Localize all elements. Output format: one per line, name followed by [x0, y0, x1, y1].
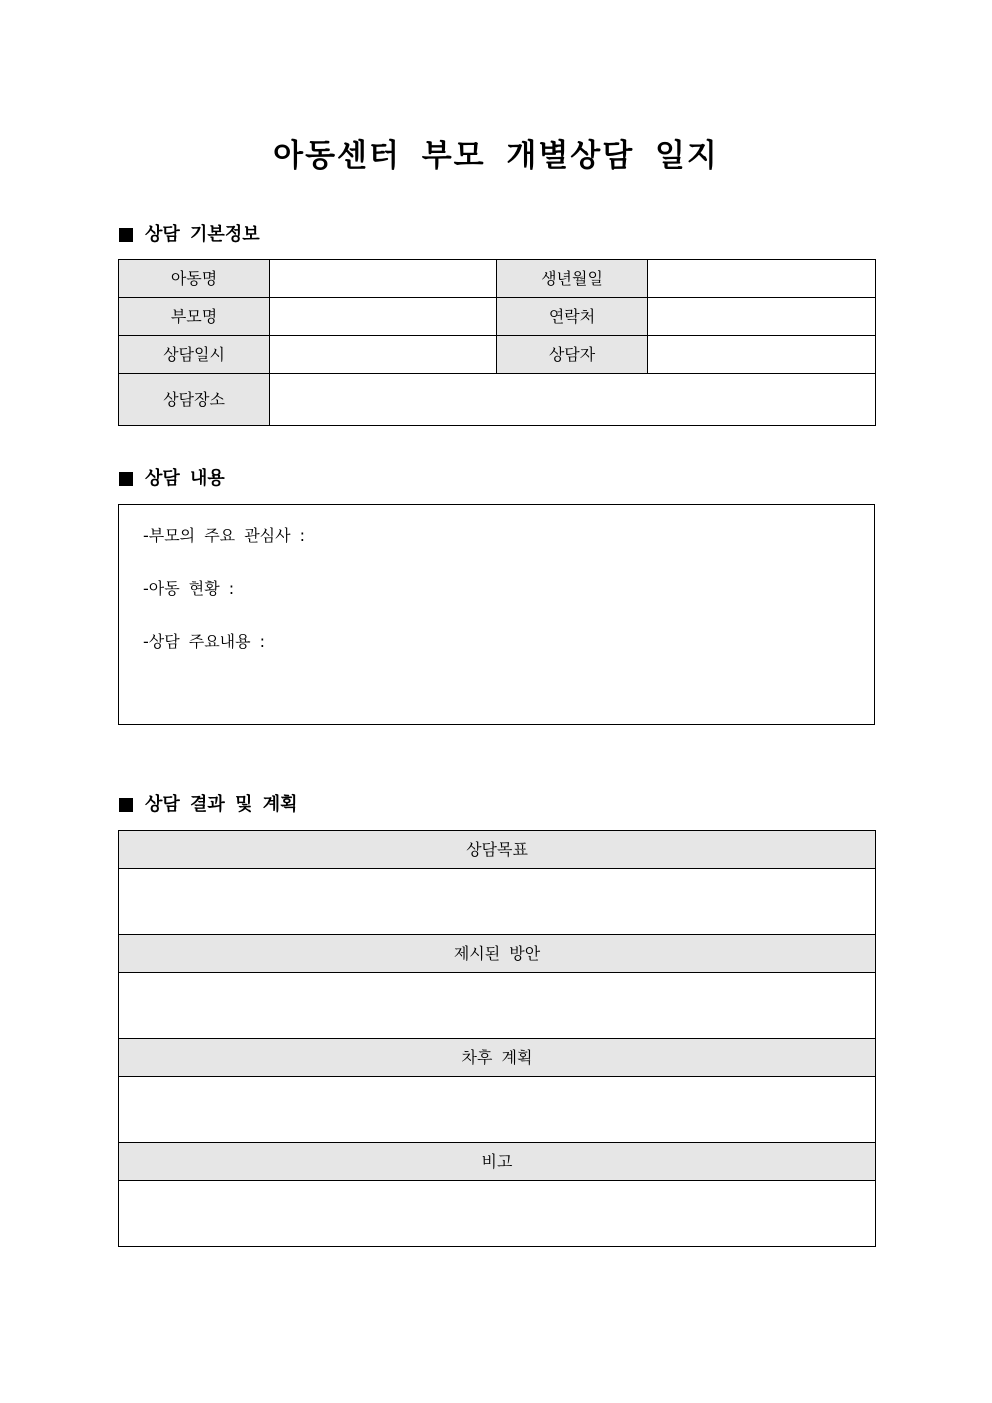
section-heading-label: 상담 내용: [145, 468, 225, 489]
field-location[interactable]: [270, 374, 876, 426]
section-heading-basic-info: [119, 223, 260, 247]
header-proposed-solution: 제시된 방안: [119, 935, 876, 973]
header-remarks: 비고: [119, 1143, 876, 1181]
header-next-plan: 차후 계획: [119, 1039, 876, 1077]
field-counselor[interactable]: [648, 336, 876, 374]
field-contact[interactable]: [648, 298, 876, 336]
field-next-plan[interactable]: [119, 1077, 876, 1143]
field-parent-name[interactable]: [270, 298, 497, 336]
results-table: [118, 830, 876, 1247]
field-proposed-solution[interactable]: [119, 973, 876, 1039]
square-bullet-icon: [119, 798, 133, 812]
section-heading-label: 상담 결과 및 계획: [145, 794, 298, 815]
content-box[interactable]: [118, 504, 875, 725]
label-datetime: 상담일시: [119, 336, 270, 374]
content-line-main-content: -상담 주요내용 :: [143, 632, 266, 651]
label-parent-name: 부모명: [119, 298, 270, 336]
field-birthdate[interactable]: [648, 260, 876, 298]
field-goal[interactable]: [119, 869, 876, 935]
label-child-name: 아동명: [119, 260, 270, 298]
section-heading-content: [119, 467, 225, 491]
basic-info-table: [118, 259, 876, 426]
section-heading-results: [119, 793, 298, 817]
field-remarks[interactable]: [119, 1181, 876, 1247]
section-heading-label: 상담 기본정보: [145, 224, 260, 245]
square-bullet-icon: [119, 228, 133, 242]
header-goal: 상담목표: [119, 831, 876, 869]
content-line-child-status: -아동 현황 :: [143, 579, 235, 598]
content-line-parent-concerns: -부모의 주요 관심사 :: [143, 526, 306, 545]
page-title: 아동센터 부모 개별상담 일지: [273, 138, 719, 174]
label-location: 상담장소: [119, 374, 270, 426]
field-datetime[interactable]: [270, 336, 497, 374]
label-birthdate: 생년월일: [497, 260, 648, 298]
field-child-name[interactable]: [270, 260, 497, 298]
square-bullet-icon: [119, 472, 133, 486]
label-contact: 연락처: [497, 298, 648, 336]
label-counselor: 상담자: [497, 336, 648, 374]
